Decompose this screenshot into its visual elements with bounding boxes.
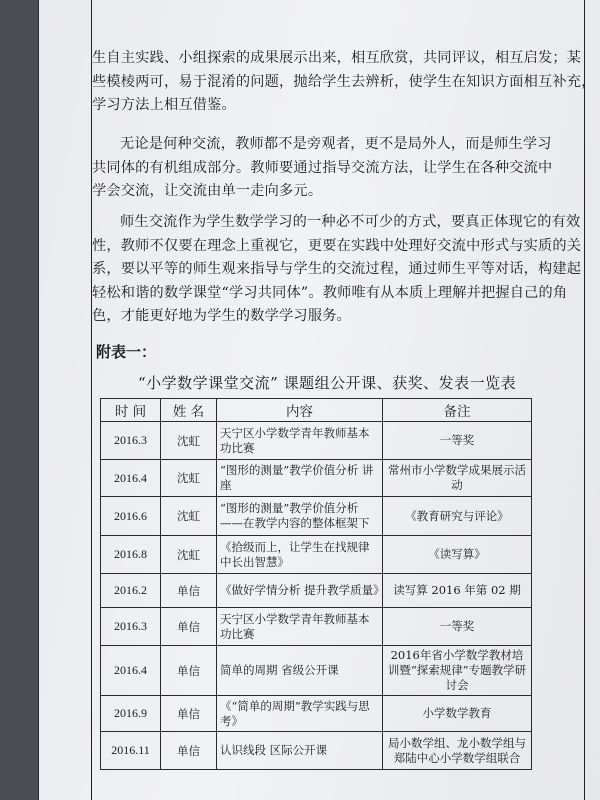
cell-name: 沈虹 bbox=[161, 460, 217, 497]
cell-name: 单信 bbox=[161, 646, 217, 696]
text-line: 师生交流作为学生数学学习的一种必不可少的方式，要真正体现它的有效 bbox=[120, 214, 581, 230]
cell-content: 《做好学情分析 提升教学质量》 bbox=[217, 574, 383, 608]
cell-note: 局小数学组、龙小数学组与郑陆中心小学数学组联合 bbox=[383, 732, 532, 770]
table-row bbox=[101, 732, 532, 770]
text-line: 学会交流，让交流由单一走向多元。 bbox=[92, 183, 323, 199]
cell-name: 沈虹 bbox=[161, 536, 217, 574]
cell-note: 一等奖 bbox=[383, 608, 532, 646]
cell-name: 单信 bbox=[161, 608, 217, 646]
cell-name: 单信 bbox=[161, 696, 217, 732]
cell-content: “图形的测量”教学价值分析——在教学内容的整体框架下 bbox=[217, 497, 383, 536]
cell-content: 天宁区小学数学青年教师基本功比赛 bbox=[217, 422, 383, 460]
cell-content: 天宁区小学数学青年教师基本功比赛 bbox=[217, 608, 383, 646]
cell-content: 《“简单的周期”教学实践与思考》 bbox=[217, 696, 383, 732]
table-row bbox=[101, 497, 532, 536]
table-row bbox=[101, 646, 532, 696]
header-note: 备注 bbox=[383, 399, 532, 422]
text-line: 轻松和谐的数学课堂“学习共同体”。教师唯有从本质上理解并把握自己的角 bbox=[92, 284, 568, 301]
table-row bbox=[101, 460, 532, 497]
table-header-row bbox=[101, 399, 532, 422]
table-row bbox=[101, 696, 532, 732]
activity-table bbox=[100, 398, 532, 770]
cell-note: 《教育研究与评论》 bbox=[383, 497, 532, 536]
paragraph-2 bbox=[92, 133, 553, 204]
cell-time: 2016.3 bbox=[101, 422, 161, 460]
text-line: 系，要以平等的师生观来指导与学生的交流过程，通过师生平等对话，构建起 bbox=[92, 261, 582, 277]
header-content: 内容 bbox=[217, 399, 383, 422]
paragraph-3 bbox=[92, 211, 582, 329]
text-line: 些模棱两可，易于混淆的问题，抛给学生去辨析，使学生在知识方面相互补充， bbox=[92, 73, 596, 90]
cell-time: 2016.8 bbox=[101, 536, 161, 574]
header-time: 时 间 bbox=[101, 399, 161, 422]
text-line: 生自主实践、小组探索的成果展示出来，相互欣赏，共同评议，相互启发；某 bbox=[92, 50, 582, 66]
cell-content: “图形的测量”教学价值分析 讲座 bbox=[217, 460, 383, 497]
cell-content: 认识线段 区际公开课 bbox=[217, 732, 383, 770]
paragraph-1 bbox=[92, 47, 596, 118]
appendix-label: 附表一： bbox=[96, 343, 157, 361]
cell-time: 2016.4 bbox=[101, 646, 161, 696]
text-line: 色，才能更好地为学生的数学学习服务。 bbox=[92, 308, 351, 324]
table-row bbox=[101, 608, 532, 646]
table-row bbox=[101, 422, 532, 460]
cell-note: 《读写算》 bbox=[383, 536, 532, 574]
text-line: 无论是何种交流，教师都不是旁观者，更不是局外人，而是师生学习 bbox=[120, 136, 552, 152]
cell-name: 沈虹 bbox=[161, 497, 217, 536]
cell-time: 2016.11 bbox=[101, 732, 161, 770]
table-row bbox=[101, 536, 532, 574]
cell-content: 《拾级而上，让学生在找规律中长出智慧》 bbox=[217, 536, 383, 574]
cell-note: 常州市小学数学成果展示活动 bbox=[383, 460, 532, 497]
text-line: 学习方法上相互借鉴。 bbox=[92, 97, 236, 113]
table-title: “小学数学课堂交流” 课题组公开课、获奖、发表一览表 bbox=[138, 374, 517, 392]
cell-time: 2016.6 bbox=[101, 497, 161, 536]
header-name: 姓 名 bbox=[161, 399, 217, 422]
cell-time: 2016.9 bbox=[101, 696, 161, 732]
cell-name: 单信 bbox=[161, 574, 217, 608]
cell-time: 2016.4 bbox=[101, 460, 161, 497]
cell-note: 2016年省小学数学教材培训暨“探索规律”专题教学研讨会 bbox=[383, 646, 532, 696]
cell-note: 小学数学教育 bbox=[383, 696, 532, 732]
cell-name: 沈虹 bbox=[161, 422, 217, 460]
table-row bbox=[101, 574, 532, 608]
cell-content: 简单的周期 省级公开课 bbox=[217, 646, 383, 696]
cell-note: 读写算 2016 年第 02 期 bbox=[383, 574, 532, 608]
text-line: 性，教师不仅要在理念上重视它，更要在实践中处理好交流中形式与实质的关 bbox=[92, 237, 582, 254]
cell-note: 一等奖 bbox=[383, 422, 532, 460]
cell-name: 单信 bbox=[161, 732, 217, 770]
cell-time: 2016.3 bbox=[101, 608, 161, 646]
cell-time: 2016.2 bbox=[101, 574, 161, 608]
text-line: 共同体的有机组成部分。教师要通过指导交流方法，让学生在各种交流中 bbox=[92, 159, 553, 176]
